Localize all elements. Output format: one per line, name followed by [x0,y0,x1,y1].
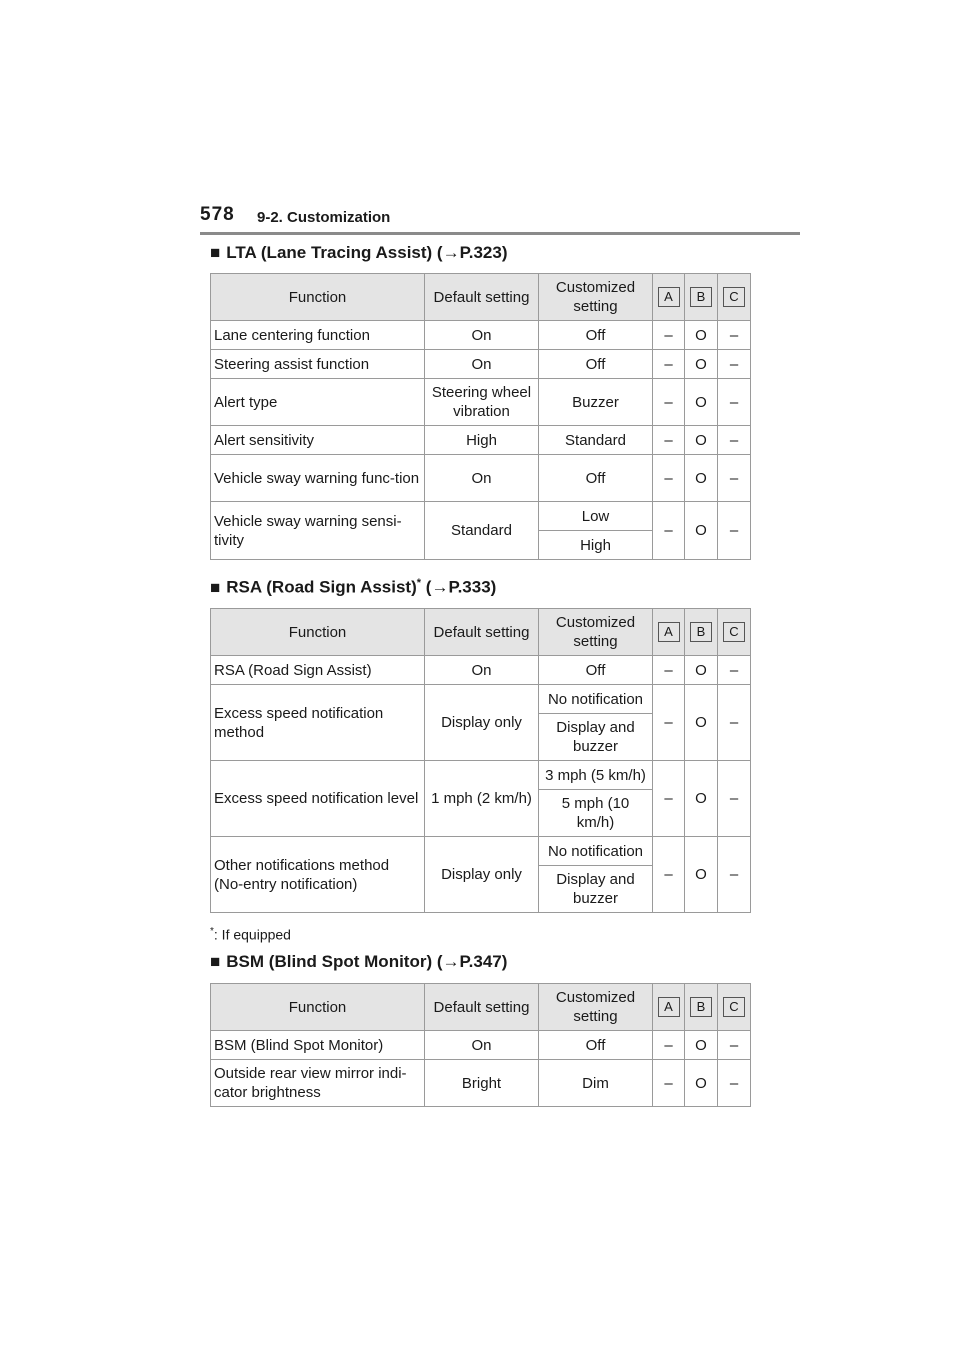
default-cell: On [425,455,539,502]
custom-header: Customized setting [539,274,653,321]
custom-cell: Display and buzzer [539,714,653,761]
rsa-title: RSA (Road Sign Assist) [226,577,417,597]
a-cell: – [653,685,685,761]
a-cell: – [653,1031,685,1060]
custom-cell: 3 mph (5 km/h) [539,761,653,790]
function-cell: Other notifications method (No-entry notification) [211,837,425,913]
c-cell: – [718,502,751,560]
default-cell: On [425,1031,539,1060]
a-cell: – [653,321,685,350]
table-row [211,321,751,350]
footnote-text: : If equipped [213,926,291,943]
b-cell: O [685,350,718,379]
default-cell: Standard [425,502,539,560]
table-row [211,350,751,379]
c-cell: – [718,379,751,426]
b-cell: O [685,1060,718,1107]
c-cell: – [718,455,751,502]
page-header [200,200,800,236]
custom-cell: Off [539,1031,653,1060]
footnote [210,926,291,943]
default-cell: Bright [425,1060,539,1107]
c-cell: – [718,426,751,455]
default-cell: 1 mph (2 km/h) [425,761,539,837]
table-row [211,426,751,455]
table-row [211,455,751,502]
custom-cell: Off [539,350,653,379]
default-cell: Steering wheel vibration [425,379,539,426]
footnote-mark: * [210,926,214,937]
bsm-table [210,983,751,1107]
default-header: Default setting [425,274,539,321]
c-cell: – [718,1031,751,1060]
a-box: A [658,622,680,642]
col-b-header [685,609,718,656]
a-cell: – [653,656,685,685]
custom-cell: Off [539,455,653,502]
default-cell: Display only [425,837,539,913]
default-header: Default setting [425,984,539,1031]
rsa-page-ref: P.333) [448,577,497,597]
default-cell: Display only [425,685,539,761]
function-cell: Outside rear view mirror indi-cator brightness [211,1060,425,1107]
default-cell: On [425,656,539,685]
a-cell: – [653,426,685,455]
b-box: B [690,622,712,642]
function-cell: BSM (Blind Spot Monitor) [211,1031,425,1060]
col-c-header [718,609,751,656]
b-cell: O [685,455,718,502]
table-row [211,837,751,866]
function-cell: RSA (Road Sign Assist) [211,656,425,685]
function-header: Function [211,984,425,1031]
table-row [211,685,751,714]
lta-page-ref: P.323) [459,243,508,262]
table-row [211,761,751,790]
lta-table [210,273,751,560]
arrow-icon: → [431,577,449,597]
custom-cell: No notification [539,685,653,714]
function-cell: Excess speed notification level [211,761,425,837]
section-title: 9-2. Customization [257,209,391,226]
lta-title: LTA (Lane Tracing Assist) ( [226,243,443,262]
a-cell: – [653,761,685,837]
b-cell: O [685,761,718,837]
bsm-title: BSM (Blind Spot Monitor) ( [226,952,443,971]
table-row [211,379,751,426]
c-box: C [723,287,745,307]
table-row [211,1031,751,1060]
a-cell: – [653,379,685,426]
c-cell: – [718,837,751,913]
a-cell: – [653,455,685,502]
col-c-header [718,274,751,321]
square-bullet-icon: ■ [210,952,221,971]
b-cell: O [685,656,718,685]
b-cell: O [685,502,718,560]
function-cell: Excess speed notification method [211,685,425,761]
b-cell: O [685,685,718,761]
function-cell: Vehicle sway warning sensi-tivity [211,502,425,560]
asterisk-mark: * [416,577,422,589]
square-bullet-icon: ■ [210,243,221,262]
custom-header: Customized setting [539,609,653,656]
rsa-heading [210,577,496,598]
table-row [211,502,751,531]
custom-cell: Display and buzzer [539,866,653,913]
b-box: B [690,287,712,307]
function-cell: Alert sensitivity [211,426,425,455]
custom-cell: Buzzer [539,379,653,426]
arrow-icon: → [442,952,460,971]
col-b-header [685,984,718,1031]
arrow-icon: → [442,243,460,262]
b-cell: O [685,379,718,426]
b-box: B [690,997,712,1017]
custom-cell: Off [539,656,653,685]
b-cell: O [685,321,718,350]
c-box: C [723,622,745,642]
custom-cell: Low [539,502,653,531]
col-a-header [653,984,685,1031]
col-c-header [718,984,751,1031]
b-cell: O [685,1031,718,1060]
c-cell: – [718,656,751,685]
custom-cell: 5 mph (10 km/h) [539,790,653,837]
rsa-table [210,608,751,913]
c-box: C [723,997,745,1017]
default-cell: On [425,321,539,350]
a-cell: – [653,837,685,913]
c-cell: – [718,321,751,350]
lta-heading [210,243,508,263]
function-header: Function [211,609,425,656]
function-cell: Vehicle sway warning func-tion [211,455,425,502]
function-cell: Steering assist function [211,350,425,379]
custom-cell: Off [539,321,653,350]
col-b-header [685,274,718,321]
b-cell: O [685,426,718,455]
a-cell: – [653,502,685,560]
function-cell: Alert type [211,379,425,426]
table-row [211,656,751,685]
c-cell: – [718,685,751,761]
c-cell: – [718,761,751,837]
custom-cell: Standard [539,426,653,455]
function-header: Function [211,274,425,321]
b-cell: O [685,837,718,913]
default-header: Default setting [425,609,539,656]
default-cell: High [425,426,539,455]
a-box: A [658,997,680,1017]
c-cell: – [718,1060,751,1107]
custom-cell: High [539,531,653,560]
col-a-header [653,609,685,656]
function-cell: Lane centering function [211,321,425,350]
default-cell: On [425,350,539,379]
bsm-page-ref: P.347) [459,952,508,971]
custom-cell: Dim [539,1060,653,1107]
rsa-title-after: ( [421,577,432,597]
col-a-header [653,274,685,321]
a-box: A [658,287,680,307]
c-cell: – [718,350,751,379]
page-number: 578 [200,204,235,225]
custom-header: Customized setting [539,984,653,1031]
header-rule [200,232,800,235]
table-row [211,1060,751,1107]
a-cell: – [653,1060,685,1107]
custom-cell: No notification [539,837,653,866]
square-bullet-icon: ■ [210,577,221,597]
bsm-heading [210,952,507,972]
a-cell: – [653,350,685,379]
